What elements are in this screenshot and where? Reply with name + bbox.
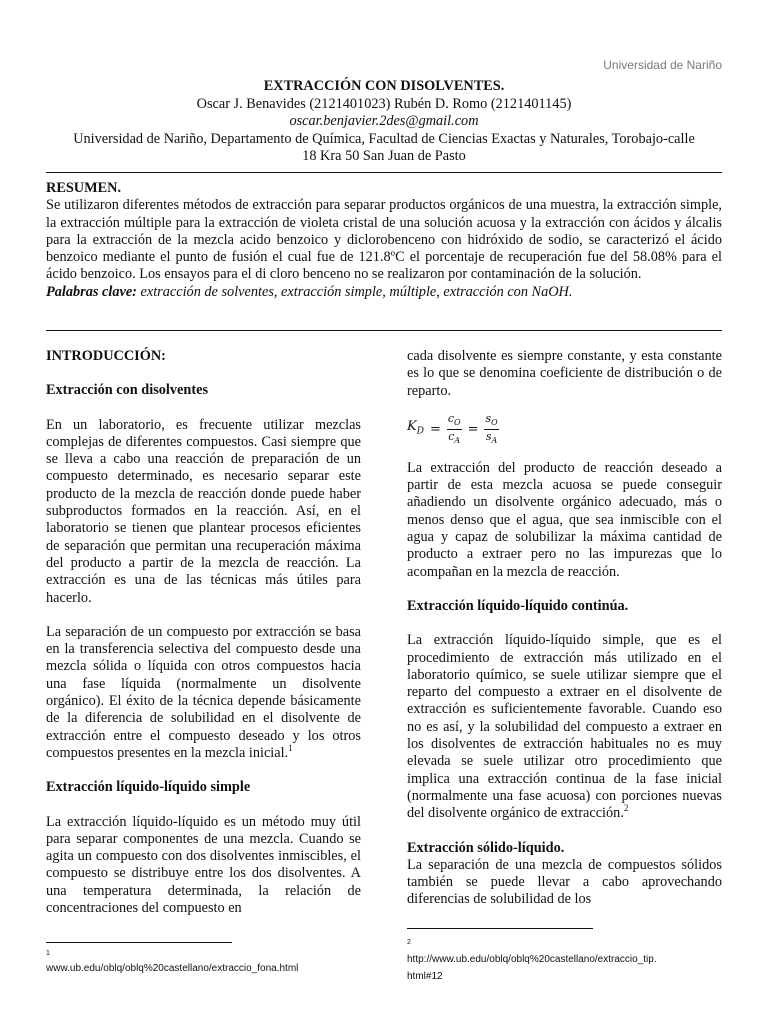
- formula-lhs: $K_D$: [407, 419, 424, 438]
- footnote-rule-left: [46, 942, 232, 943]
- paragraph: La extracción del producto de reacción deseado a partir de esta mezcla acuosa se puede conseguir añadiendo un disolvente orgánico adecuado, más o menos denso que el agua, que sea inmiscible con el agua y capaz de solubilizar la máxima cantidad de producto a extraer pero no las impurezas que lo acompañan en la mezcla de reacción.: [407, 459, 722, 580]
- section-heading-liquido-simple: Extracción líquido-líquido simple: [46, 779, 251, 796]
- footnote-2-link[interactable]: http://www.ub.edu/oblq/oblq%20castellano/extraccio_tip.: [407, 954, 657, 965]
- footnote-ref-1[interactable]: 1: [288, 743, 293, 754]
- university-watermark: Universidad de Nariño: [603, 58, 722, 72]
- paper-title: EXTRACCIÓN CON DISOLVENTES.: [263, 78, 505, 94]
- introduction-heading: INTRODUCCIÓN:: [46, 348, 166, 364]
- footnote-2-link-cont[interactable]: html#12: [407, 971, 443, 982]
- paragraph: cada disolvente es siempre constante, y esta constante es lo que se denomina coeficiente de distribución o de reparto.: [407, 348, 722, 399]
- paragraph: En un laboratorio, es frecuente utilizar mezclas complejas de diferentes compuestos. Casi siempre que se lleva a cabo una reacción de preparación de un compuesto determinado, es necesario separar este producto de la mezcla de reacción donde puede haber subproductos formados en la reacción. Así, en el laboratorio se tienen que plantear procesos eficientes de separación que permitan una recuperación máxima del producto a partir de la mezcla de reacción. La extracción es una de las técnicas más útiles para hacerlo.: [46, 416, 361, 606]
- abstract-text: Se utilizaron diferentes métodos de extracción para separar productos orgánicos de una muestra, la extracción simple, la extracción múltiple para la extracción de violeta cristal de una solución acuosa y la extracción con ácidos y álcalis para la extracción de la mezcla acido benzoico y diclorobenceno con hidróxido de sodio, se caracterizó el ácido benzoico mediante el punto de fusión el cual fue de 121.8ºC el porcentaje de recuperación fue del 58.08% para el ácido benzoico. Los ensayos para el di cloro benceno no se realizaron por contaminación de la solución.: [46, 197, 722, 283]
- keywords-line: [46, 284, 722, 301]
- footnote-2: 2 http://www.ub.edu/oblq/oblq%20castellano/extraccio_tip. html#12: [407, 934, 657, 985]
- abstract-heading: RESUMEN.: [46, 180, 122, 196]
- keywords-label: Palabras clave:: [46, 283, 137, 300]
- distribution-coefficient-formula: [407, 412, 722, 448]
- abstract-bottom-rule: [46, 330, 722, 331]
- affiliation-line-1: Universidad de Nariño, Departamento de Química, Facultad de Ciencias Exactas y Naturales, Torobajo-calle: [73, 130, 695, 147]
- paper-header: [46, 78, 722, 166]
- abstract-block: [46, 180, 722, 301]
- paragraph: La separación de un compuesto por extracción se basa en la transferencia selectiva del compuesto desde una mezcla sólida o líquida con otros compuestos hacia una fase líquida (normalmente un disolvente orgánico). El éxito de la técnica depende básicamente de la diferencia de solubilidad en el disolvente de extracción entre el compuesto deseado y los otros compuestos presentes en la mezcla inicial.$^1$: [46, 623, 361, 761]
- paragraph: La extracción líquido-líquido es un método muy útil para separar componentes de una mezcla. Cuando se agita un compuesto con dos disolventes inmiscibles, el compuesto se distribuye entre los dos disolventes. A una temperatura determinada, la relación de concentraciones del compuesto en: [46, 813, 361, 917]
- author-email[interactable]: oscar.benjavier.2des@gmail.com: [289, 113, 479, 129]
- formula-fraction-c: $\frac{c_O}{c_A}$: [447, 412, 461, 446]
- formula-equals: =: [429, 422, 441, 438]
- formula-fraction-s: $\frac{s_O}{s_A}$: [485, 412, 498, 446]
- abstract-top-rule: [46, 172, 722, 173]
- left-column: [46, 348, 361, 917]
- paragraph: La separación de una mezcla de compuestos sólidos también se puede llevar a cabo aprovechando diferencias de solubilidad de los: [407, 856, 722, 908]
- keywords-text: extracción de solventes, extracción simple, múltiple, extracción con NaOH.: [140, 283, 573, 300]
- paragraph: La extracción líquido-líquido simple, que es el procedimiento de extracción más utilizado en el laboratorio químico, se suele utilizar siempre que el reparto del compuesto a extraer en el disolvente de extracción es suficientemente favorable. Cuando eso no es así, y la solubilidad del compuesto a extraer en los disolventes de extracción habituales no es muy elevada se suele utilizar otro procedimiento que implica una extracción continua de la fase inicial (normalmente una fase acuosa) con porciones nuevas del disolvente orgánico de extracción.$^2$: [407, 632, 722, 822]
- paper-authors: Oscar J. Benavides (2121401023) Rubén D. Romo (2121401145): [196, 95, 572, 112]
- formula-equals: =: [467, 422, 479, 438]
- footnote-1: 1 www.ub.edu/oblq/oblq%20castellano/extraccio_fona.html: [46, 950, 299, 974]
- section-heading-extraccion-disolventes: Extracción con disolventes: [46, 382, 209, 399]
- affiliation-line-2: 18 Kra 50 San Juan de Pasto: [302, 148, 466, 164]
- section-heading-liquido-continua: Extracción líquido-líquido continúa.: [407, 597, 629, 614]
- right-column: [407, 348, 722, 909]
- footnote-rule-right: [407, 928, 593, 929]
- footnote-ref-2[interactable]: 2: [623, 803, 629, 814]
- footnote-1-link[interactable]: www.ub.edu/oblq/oblq%20castellano/extraccio_fona.html: [46, 963, 299, 974]
- section-heading-solido-liquido: Extracción sólido-líquido.: [407, 839, 565, 856]
